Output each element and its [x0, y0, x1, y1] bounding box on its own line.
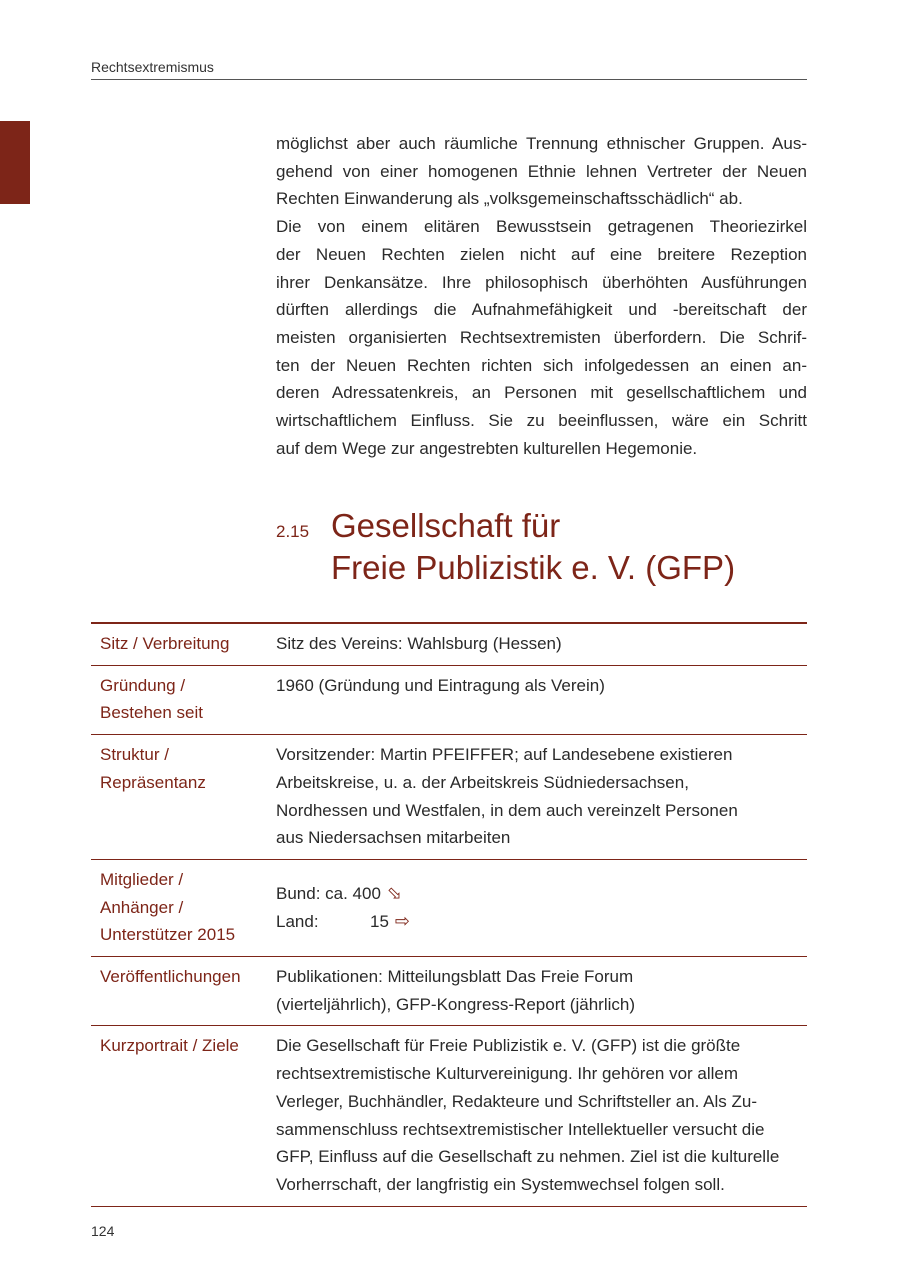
row-label	[91, 963, 276, 1018]
trend-stable-arrow-icon: ⇨	[394, 910, 411, 931]
row-label	[91, 741, 276, 852]
row-value	[276, 741, 807, 852]
body-line: ten der Neuen Rechten richten sich infolgedessen an einen an-	[276, 355, 807, 375]
value-line: sammenschluss rechtsextremistischer Intellektueller versucht die	[276, 1119, 765, 1139]
label-line: Struktur /	[100, 745, 169, 765]
label-line: Gründung /	[100, 675, 186, 695]
body-line: möglichst aber auch räumliche Trennung ethnischer Gruppen. Aus-	[276, 134, 807, 153]
value-line: 1960 (Gründung und Eintragung als Verein)	[276, 675, 605, 695]
body-line: wirtschaftlichem Einfluss. Sie zu beeinflussen, wäre ein Schritt	[276, 411, 807, 431]
page-number: 124	[91, 1223, 115, 1239]
row-value	[276, 672, 807, 727]
row-value	[276, 630, 807, 658]
value-line: rechtsextremistische Kulturvereinigung. Ihr gehören vor allem	[276, 1064, 739, 1084]
value-line: Arbeitskreise, u. a. der Arbeitskreis Südniedersachsen,	[276, 772, 689, 792]
row-label	[91, 630, 276, 658]
running-head: Rechtsextremismus	[91, 59, 807, 80]
label-line: Mitglieder /	[100, 869, 184, 889]
table-row-struktur	[91, 735, 807, 860]
label-line: Kurzportrait / Ziele	[100, 1036, 239, 1056]
row-value	[276, 866, 807, 949]
table-row-gruendung	[91, 666, 807, 735]
body-line: meisten organisierten Rechtsextremisten überfordern. Die Schrif-	[276, 327, 807, 347]
value-line: GFP, Einfluss auf die Gesellschaft zu nehmen. Ziel ist die kulturelle	[276, 1147, 780, 1167]
label-line: Unterstützer 2015	[100, 925, 236, 945]
chapter-tab-marker	[0, 121, 30, 204]
fact-table	[91, 622, 807, 1207]
section-title-line: Gesellschaft für	[331, 507, 561, 544]
value-line: Publikationen: Mitteilungsblatt Das Freie Forum	[276, 967, 634, 987]
label-line: Veröffentlichungen	[100, 967, 241, 987]
row-label	[91, 866, 276, 949]
body-text	[276, 130, 807, 462]
value-line: Vorsitzender: Martin PFEIFFER; auf Landesebene existieren	[276, 745, 733, 765]
table-row-mitglieder	[91, 860, 807, 957]
body-line: deren Adressatenkreis, an Personen mit gesellschaftlichem und	[276, 383, 807, 403]
row-label	[91, 672, 276, 727]
label-line: Repräsentanz	[100, 772, 206, 792]
bund-label: Bund: ca. 400	[276, 883, 381, 903]
land-label: Land:	[276, 911, 319, 931]
bund-count	[276, 880, 803, 908]
trend-down-arrow-icon: ⬂	[386, 882, 403, 903]
body-line: der Neuen Rechten zielen nicht auf eine breitere Rezeption	[276, 244, 807, 264]
label-line: Anhänger /	[100, 897, 184, 917]
body-line: ihrer Denkansätze. Ihre philosophisch überhöhten Ausführungen	[276, 272, 807, 292]
value-line: Die Gesellschaft für Freie Publizistik e. V. (GFP) ist die größte	[276, 1036, 741, 1056]
body-line: Rechten Einwanderung als „volksgemeinschaftsschädlich“ ab.	[276, 189, 743, 209]
paragraph-1	[276, 130, 807, 213]
row-value	[276, 963, 807, 1018]
section-number: 2.15	[276, 522, 310, 541]
value-line: Sitz des Vereins: Wahlsburg (Hessen)	[276, 634, 562, 653]
body-line: dürften allerdings die Aufnahmefähigkeit und -bereitschaft der	[276, 300, 807, 320]
table-row-veroeffentlichungen	[91, 957, 807, 1026]
value-line: Vorherrschaft, der langfristig ein Systemwechsel folgen soll.	[276, 1174, 725, 1194]
section-title-line: Freie Publizistik e. V. (GFP)	[331, 549, 736, 586]
paragraph-2	[276, 213, 807, 462]
label-line: Sitz / Verbreitung	[100, 634, 230, 653]
body-line: auf dem Wege zur angestrebten kulturellen Hegemonie.	[276, 438, 698, 458]
land-value: 15	[370, 911, 389, 931]
value-line: Nordhessen und Westfalen, in dem auch vereinzelt Personen	[276, 800, 738, 820]
value-line: Verleger, Buchhändler, Redakteure und Schriftsteller an. Als Zu-	[276, 1091, 757, 1111]
section-title	[331, 505, 735, 589]
row-value	[276, 1032, 807, 1198]
table-row-kurzportrait	[91, 1026, 807, 1206]
land-count	[276, 908, 803, 936]
body-line: gehend von einer homogenen Ethnie lehnen Vertreter der Neuen	[276, 161, 807, 181]
table-row-sitz	[91, 624, 807, 666]
value-line: aus Niedersachsen mitarbeiten	[276, 828, 511, 848]
label-line: Bestehen seit	[100, 703, 204, 723]
row-label	[91, 1032, 276, 1198]
value-line: (vierteljährlich), GFP-Kongress-Report (jährlich)	[276, 994, 635, 1014]
body-line: Die von einem elitären Bewusstsein getragenen Theoriezirkel	[276, 217, 807, 237]
